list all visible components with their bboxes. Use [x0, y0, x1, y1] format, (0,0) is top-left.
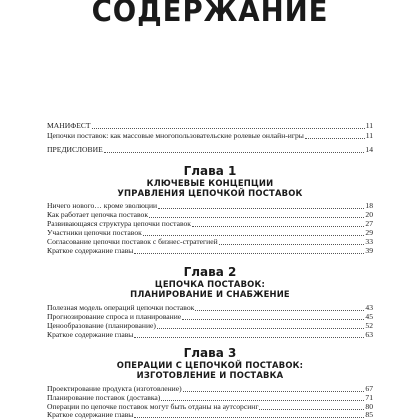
toc-page-number: 85 — [365, 410, 373, 419]
dot-leader — [134, 253, 364, 254]
toc-entry-mmorpg[interactable] — [47, 131, 373, 141]
toc-entry-text: Краткое содержание главы — [47, 410, 134, 419]
dot-leader — [158, 208, 364, 209]
toc-entry-text: Ценообразование (планирование) — [47, 321, 156, 330]
dot-leader — [157, 328, 365, 329]
toc-entry-text: Развивающаяся структура цепочки поставок — [47, 219, 191, 228]
chapter-title-line: ПЛАНИРОВАНИЕ И СНАБЖЕНИЕ — [130, 289, 290, 299]
chapter-label: Глава 2 — [183, 265, 237, 279]
toc-entry-manifesto[interactable] — [47, 121, 373, 131]
toc-entry-text: Полезная модель операций цепочки поставок — [47, 303, 195, 312]
toc-entry[interactable] — [47, 246, 373, 256]
chapter-title-line: ИЗГОТОВЛЕНИЕ И ПОСТАВКА — [136, 370, 284, 380]
toc-page-number: 33 — [365, 237, 373, 246]
toc-entry[interactable] — [47, 330, 373, 340]
toc-entry-text: Ничего нового… кроме эволюции — [47, 201, 158, 210]
toc-page-number: 14 — [365, 145, 373, 154]
toc-entry-text: Участники цепочки поставок — [47, 228, 142, 237]
chapter-heading-3 — [0, 346, 420, 380]
toc-page-number: 63 — [365, 330, 373, 339]
toc-entry-text: МАНИФЕСТ — [47, 121, 91, 130]
dot-leader — [305, 138, 365, 139]
toc-entry-text: ПРЕДИСЛОВИЕ — [47, 145, 103, 154]
dot-leader — [192, 226, 364, 227]
dot-leader — [149, 217, 364, 218]
toc-entry-text: Как работает цепочка поставок — [47, 210, 149, 219]
dot-leader — [143, 235, 365, 236]
dot-leader — [134, 337, 364, 338]
chapter-title-line: ОПЕРАЦИИ С ЦЕПОЧКОЙ ПОСТАВОК: — [116, 360, 304, 370]
toc-page-number: 67 — [365, 384, 373, 393]
dot-leader — [182, 319, 364, 320]
toc-entry-text: Прогнозирование спроса и планирование — [47, 312, 182, 321]
dot-leader — [219, 244, 365, 245]
chapter-title-line: УПРАВЛЕНИЯ ЦЕПОЧКОЙ ПОСТАВОК — [117, 188, 303, 198]
toc-page-number: 39 — [365, 246, 373, 255]
toc-entry-text: Планирование поставок (доставка) — [47, 393, 161, 402]
dot-leader — [92, 128, 365, 129]
dot-leader — [134, 417, 364, 418]
toc-entry-text: Проектирование продукта (изготовление) — [47, 384, 182, 393]
chapter-label: Глава 1 — [183, 164, 237, 178]
toc-page-number: 29 — [365, 228, 373, 237]
toc-entry[interactable] — [47, 410, 373, 420]
toc-page-number: 52 — [365, 321, 373, 330]
dot-leader — [161, 400, 364, 401]
toc-entry-text: Операции по цепочке поставок могут быть отданы на аутсорсинг — [47, 402, 259, 411]
dot-leader — [104, 152, 365, 153]
toc-entry-text: Цепочки поставок: как массовые многопользовательские ролевые онлайн-игры — [47, 131, 304, 140]
toc-page-number: 80 — [365, 402, 373, 411]
toc-page-number: 43 — [365, 303, 373, 312]
toc-page-number: 11 — [365, 121, 373, 130]
chapter-label: Глава 3 — [183, 346, 237, 360]
toc-entry-preface[interactable] — [47, 145, 373, 155]
chapter-title-line: ЦЕПОЧКА ПОСТАВОК: — [154, 279, 266, 289]
toc-page-number: 20 — [365, 210, 373, 219]
toc-entry-text: Краткое содержание главы — [47, 330, 134, 339]
toc-page-number: 18 — [365, 201, 373, 210]
dot-leader — [195, 310, 364, 311]
toc-page-number: 27 — [365, 219, 373, 228]
toc-entry-text: Согласование цепочки поставок с бизнес-стратегией — [47, 237, 218, 246]
chapter-heading-1 — [0, 164, 420, 198]
toc-page-number: 11 — [365, 131, 373, 140]
chapter-heading-2 — [0, 265, 420, 299]
dot-leader — [183, 391, 365, 392]
toc-page-number: 45 — [365, 312, 373, 321]
toc-page-number: 71 — [365, 393, 373, 402]
toc-entry-text: Краткое содержание главы — [47, 246, 134, 255]
page-title: СОДЕРЖАНИЕ — [91, 0, 329, 29]
chapter-title-line: КЛЮЧЕВЫЕ КОНЦЕПЦИИ — [146, 178, 274, 188]
